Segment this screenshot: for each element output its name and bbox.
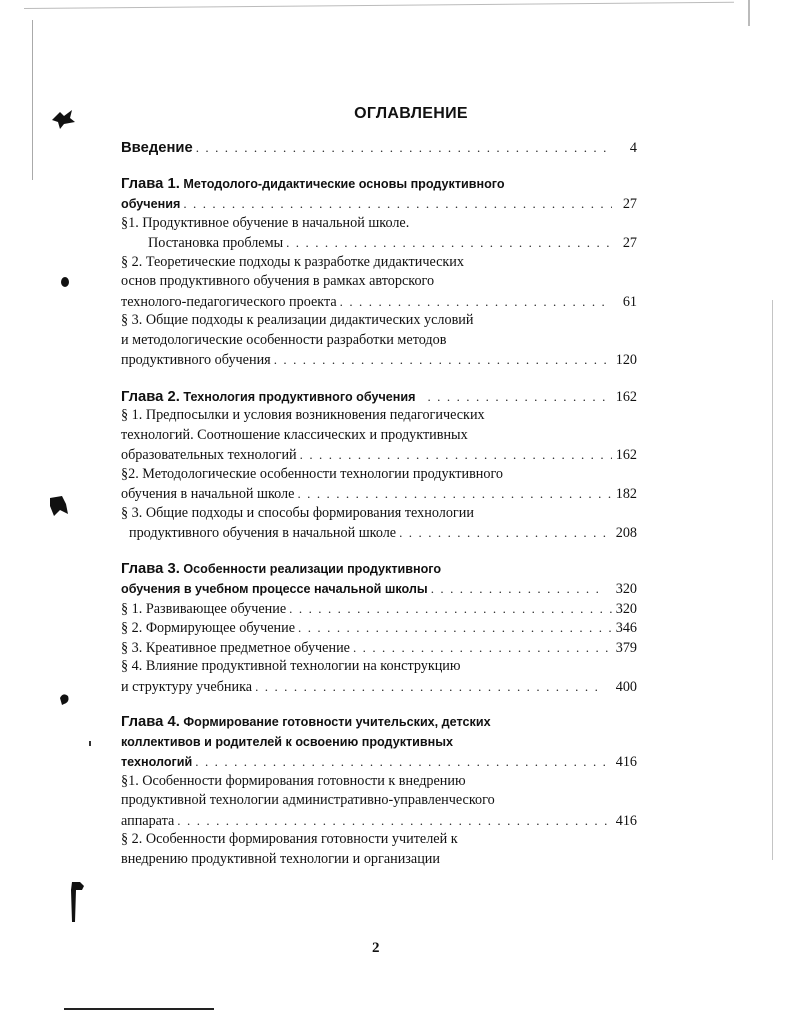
toc-section-cont[interactable] <box>121 850 637 870</box>
leader-dots <box>300 445 612 465</box>
section-title: и методологические особенности разработки методов <box>121 331 447 348</box>
section-title: §1. Продуктивное обучение в начальной школе. <box>121 214 410 231</box>
chapter-title: обучения <box>121 197 181 211</box>
chapter-prefix: Глава 1. <box>121 175 180 192</box>
smudge-mark-icon <box>46 494 70 518</box>
section-title: продуктивного обучения <box>121 352 271 368</box>
smudge-speck-icon <box>88 740 92 748</box>
section-title: технологий. Соотношение классических и продуктивных <box>121 426 468 443</box>
section-title: образовательных технологий <box>121 447 297 463</box>
leader-dots <box>183 194 612 214</box>
scan-edge-corner <box>748 0 750 26</box>
leader-dots <box>255 677 601 697</box>
section-title: § 3. Креативное предметное обучение <box>121 639 350 656</box>
toc-entry-intro[interactable] <box>121 138 637 158</box>
section-title: § 1. Развивающее обучение <box>121 600 287 617</box>
toc-section-cont[interactable] <box>121 677 637 697</box>
section-title: § 2. Формирующее обучение <box>121 620 296 636</box>
scan-edge-left <box>32 20 33 180</box>
toc-page-number: 4 <box>629 140 637 156</box>
toc-section[interactable] <box>121 504 637 524</box>
section-title: § 3. Общие подходы и способы формирования технологии <box>121 504 474 521</box>
chapter-title: Технология продуктивного обучения <box>183 389 416 404</box>
toc-section-cont[interactable] <box>121 292 637 312</box>
toc-section[interactable] <box>121 214 637 234</box>
leader-dots <box>289 599 612 619</box>
leader-dots <box>298 618 612 638</box>
scan-bottom-line <box>64 1008 214 1010</box>
chapter-title: Особенности реализации продуктивного <box>183 561 442 576</box>
smudge-dot-icon <box>58 692 70 706</box>
chapter-prefix: Глава 4. <box>121 714 180 730</box>
section-title: аппарата <box>121 812 175 829</box>
toc-page-number: 61 <box>622 293 637 310</box>
toc-chapter-heading-cont[interactable] <box>121 194 637 214</box>
scan-edge-right <box>772 300 773 860</box>
toc-page-number: 27 <box>622 235 637 251</box>
toc-section[interactable] <box>121 406 637 426</box>
section-title: внедрению продуктивной технологии и организации <box>121 850 440 867</box>
section-title: продуктивной технологии административно-управленческого <box>121 792 495 808</box>
toc-page-number: 182 <box>615 486 637 502</box>
table-of-contents <box>121 100 637 869</box>
leader-dots <box>274 350 612 370</box>
toc-section[interactable] <box>121 772 637 792</box>
section-title: Постановка проблемы <box>148 235 284 251</box>
section-title: обучения в начальной школе <box>121 486 295 502</box>
toc-section[interactable] <box>121 599 637 619</box>
toc-section[interactable] <box>121 830 637 850</box>
toc-chapter-heading[interactable] <box>121 387 637 407</box>
section-title: § 1. Предпосылки и условия возникновения педагогических <box>121 407 485 423</box>
chapter-title: коллективов и родителей к освоению продуктивных <box>121 734 454 749</box>
leader-dots <box>427 387 612 407</box>
toc-section[interactable] <box>121 311 637 331</box>
toc-section[interactable] <box>121 638 637 658</box>
toc-page-number: 320 <box>615 600 637 617</box>
chapter-title: Методолого-дидактические основы продуктивного <box>183 176 505 191</box>
toc-chapter-heading-cont[interactable] <box>121 752 637 772</box>
toc-chapter-heading[interactable] <box>121 713 637 733</box>
scan-edge-top <box>24 2 734 9</box>
toc-chapter-heading-cont[interactable] <box>121 733 637 753</box>
toc-section-cont[interactable] <box>121 523 637 543</box>
toc-section-cont[interactable] <box>121 426 637 446</box>
toc-chapter-heading-cont[interactable] <box>121 579 637 599</box>
chapter-prefix: Глава 3. <box>121 560 180 577</box>
toc-section-cont[interactable] <box>121 791 637 811</box>
section-title: §2. Методологические особенности технологии продуктивного <box>121 465 504 482</box>
section-title: § 3. Общие подходы к реализации дидактических условий <box>121 312 474 328</box>
chapter-title: технологий <box>121 755 193 769</box>
toc-section-cont[interactable] <box>121 350 637 370</box>
section-title: и структуру учебника <box>121 678 253 695</box>
toc-page-number: 162 <box>615 388 637 405</box>
leader-dots <box>286 233 612 253</box>
leader-dots <box>431 579 601 599</box>
section-title: продуктивного обучения в начальной школе <box>129 525 397 541</box>
toc-section[interactable] <box>121 465 637 485</box>
chapter-title: обучения в учебном процессе начальной школы <box>121 582 428 596</box>
toc-chapter-heading[interactable] <box>121 175 637 195</box>
toc-page-number: 379 <box>615 639 637 656</box>
toc-page-number: 208 <box>615 525 637 541</box>
toc-entry-label: Введение <box>121 140 193 156</box>
chapter-title: Формирование готовности учительских, детских <box>183 715 491 729</box>
section-title: основ продуктивного обучения в рамках авторского <box>121 273 435 289</box>
page-number: 2 <box>372 940 380 956</box>
toc-section-cont[interactable] <box>121 331 637 351</box>
leader-dots <box>340 292 612 312</box>
toc-section-cont[interactable] <box>121 272 637 292</box>
toc-title: ОГЛАВЛЕНИЕ <box>354 105 468 122</box>
toc-section-cont[interactable] <box>121 445 637 465</box>
chapter-prefix: Глава 2. <box>121 388 180 405</box>
section-title: §1. Особенности формирования готовности к внедрению <box>121 772 466 789</box>
section-title: § 4. Влияние продуктивной технологии на конструкцию <box>121 658 461 674</box>
toc-page-number: 320 <box>615 581 637 597</box>
smudge-mark-icon <box>50 108 76 130</box>
leader-dots <box>177 811 612 831</box>
toc-page-number: 27 <box>622 196 637 212</box>
toc-page-number: 120 <box>615 352 637 368</box>
toc-section-cont[interactable] <box>121 484 637 504</box>
smudge-mark-icon <box>66 880 88 924</box>
toc-page-number: 162 <box>615 447 637 463</box>
leader-dots <box>195 752 612 772</box>
section-title: § 2. Теоретические подходы к разработке дидактических <box>121 253 464 270</box>
toc-page-number: 346 <box>615 620 637 636</box>
toc-page-number: 400 <box>615 678 637 695</box>
section-title: технолого-педагогического проекта <box>121 293 337 310</box>
toc-section[interactable] <box>121 657 637 677</box>
toc-page-number: 416 <box>615 812 637 829</box>
section-title: § 2. Особенности формирования готовности учителей к <box>121 831 458 847</box>
leader-dots <box>297 484 612 504</box>
leader-dots <box>399 523 612 543</box>
leader-dots <box>196 138 612 158</box>
toc-chapter-heading[interactable] <box>121 560 637 580</box>
leader-dots <box>353 638 612 658</box>
smudge-dot-icon <box>60 276 70 288</box>
toc-section[interactable] <box>121 618 637 638</box>
toc-section-cont[interactable] <box>121 811 637 831</box>
toc-section[interactable] <box>121 253 637 273</box>
toc-section-cont[interactable] <box>121 233 637 253</box>
toc-page-number: 416 <box>615 754 637 770</box>
